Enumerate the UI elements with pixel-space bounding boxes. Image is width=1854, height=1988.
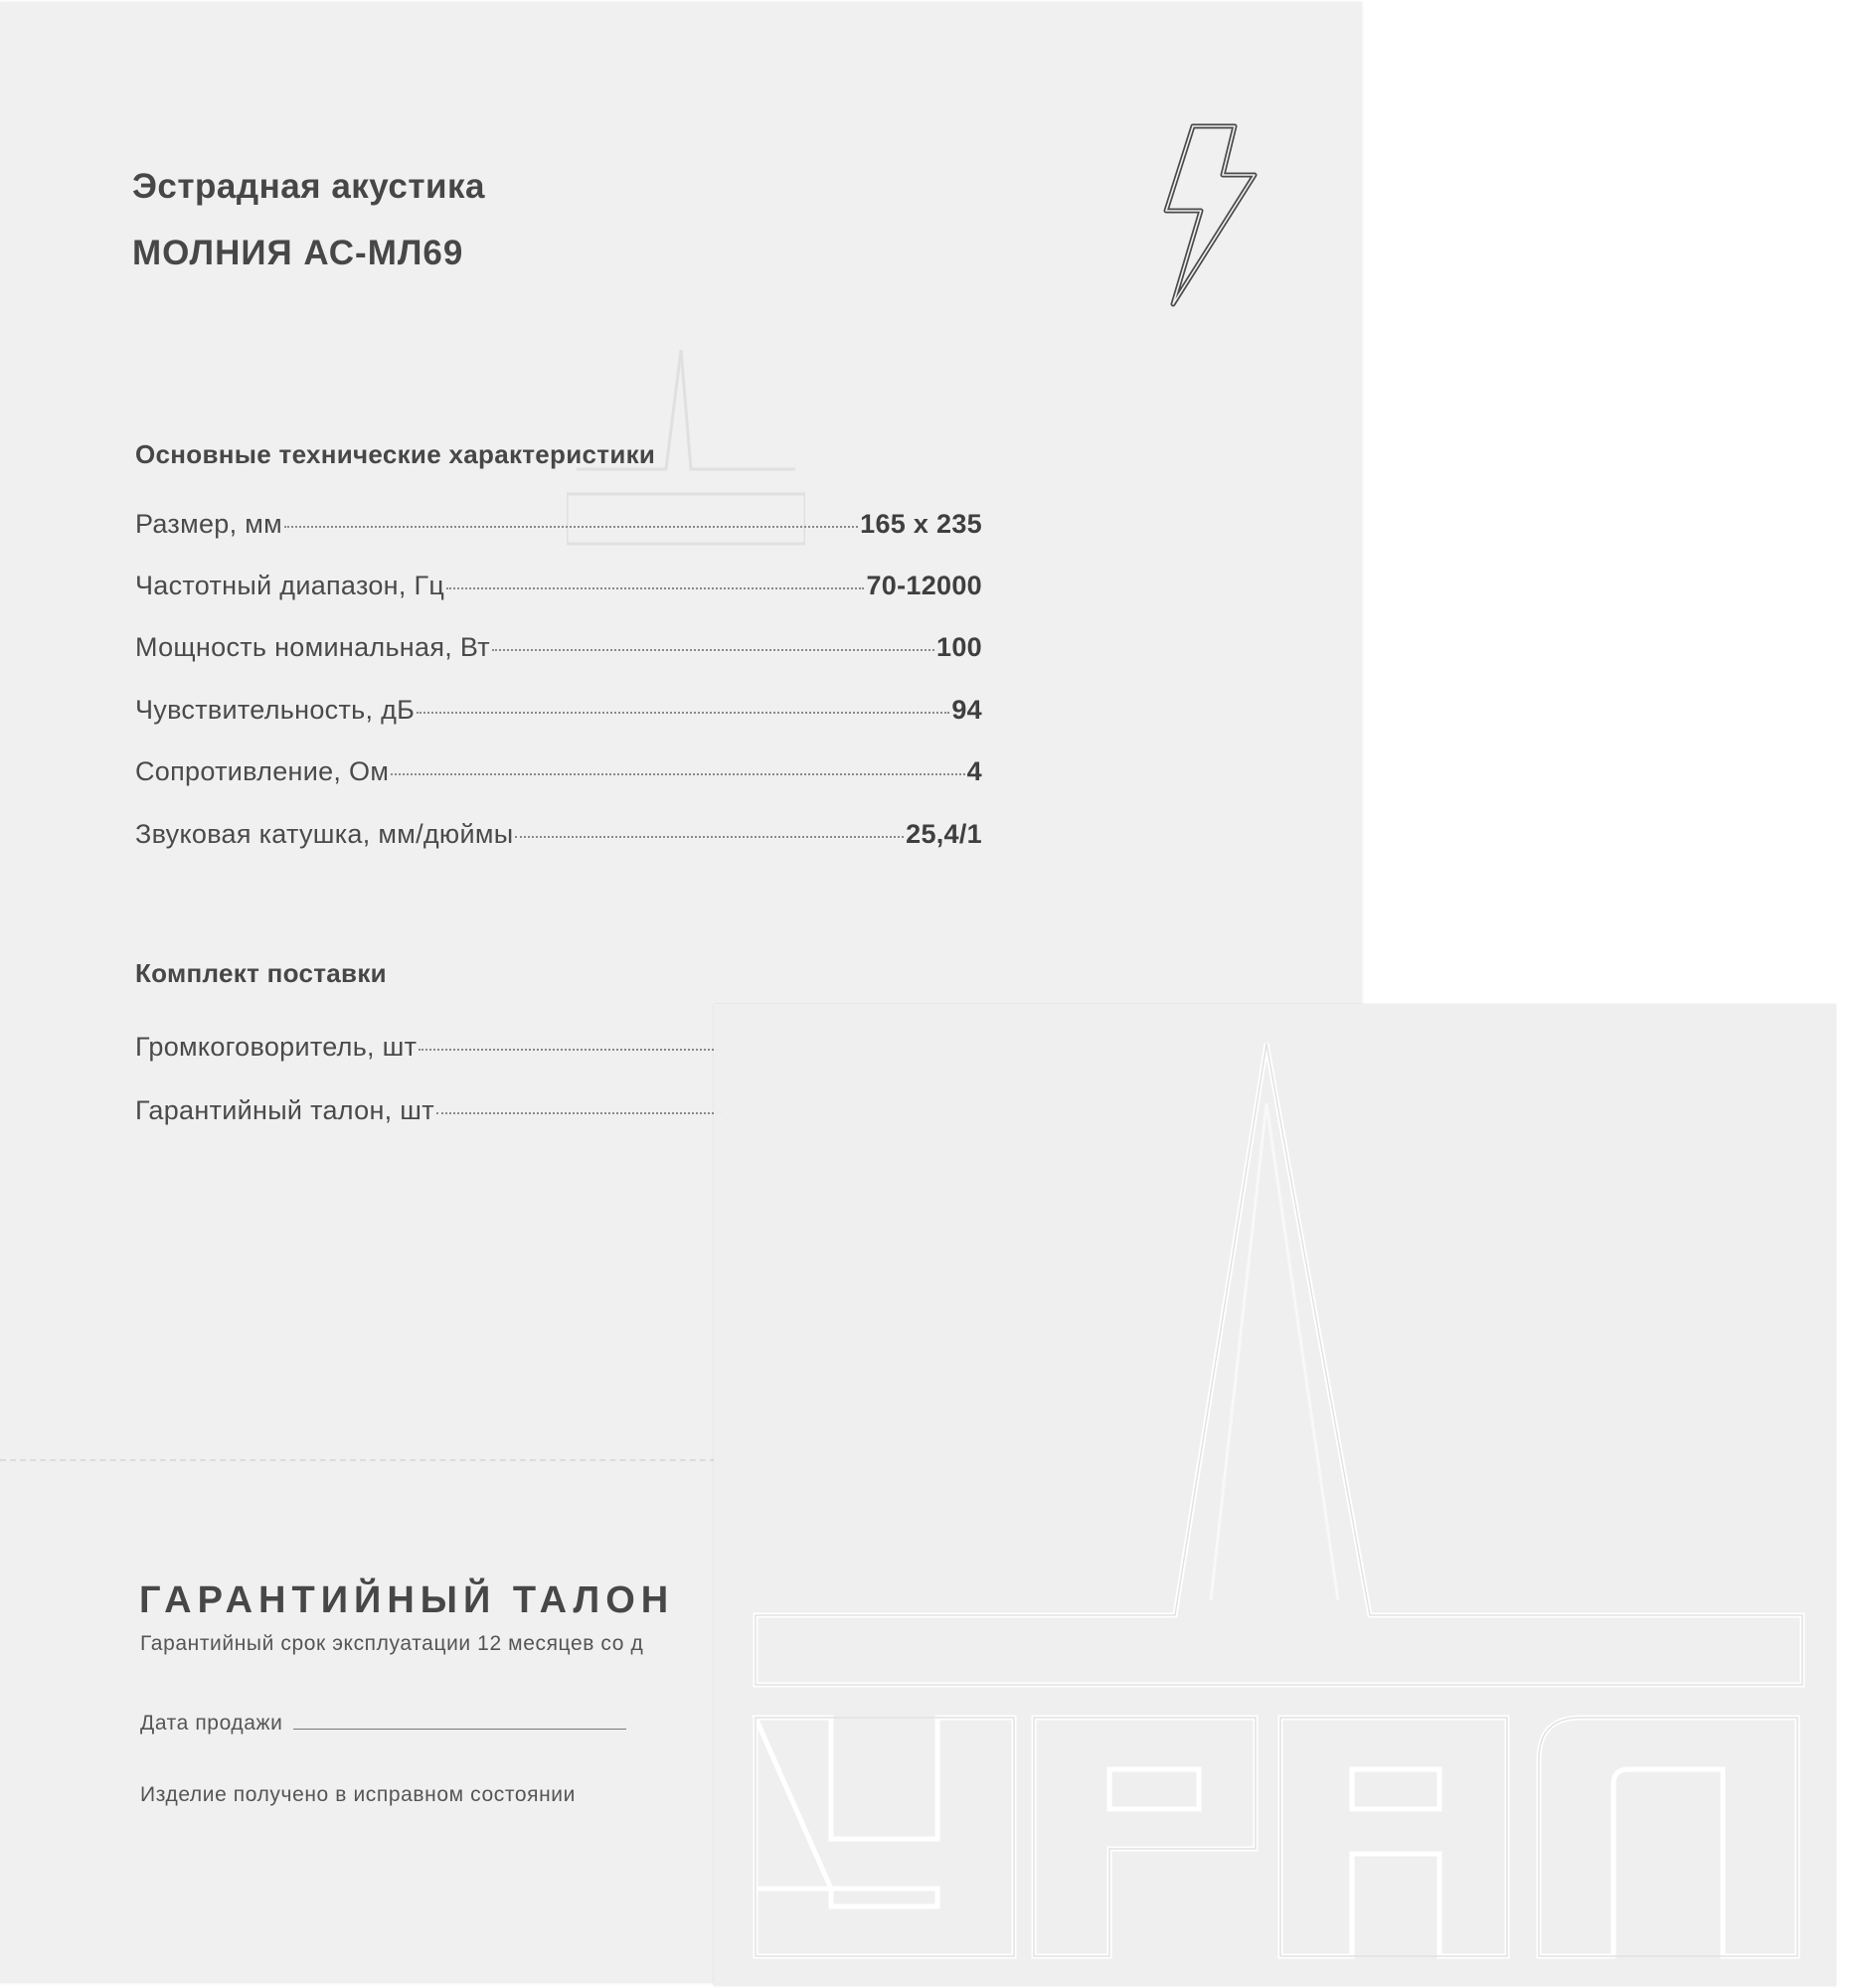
spec-row-voice-coil (135, 819, 982, 855)
spec-label: Мощность номинальная, Вт (135, 632, 490, 662)
spec-value: 165 x 235 (860, 509, 982, 539)
ural-logo-sticker (714, 1004, 1836, 1986)
kit-label: Громкоговоритель, шт (135, 1032, 418, 1062)
tear-line (0, 1459, 716, 1461)
product-category: Эстрадная акустика (132, 167, 486, 206)
leader-dots (515, 836, 904, 838)
leader-dots (446, 587, 864, 589)
spec-value: 70-12000 (866, 571, 982, 600)
spec-row-power (135, 632, 982, 668)
spec-value: 4 (966, 756, 982, 786)
spec-label: Звуковая катушка, мм/дюймы (135, 819, 514, 849)
spec-row-sensitivity (135, 695, 982, 731)
spec-row-size (135, 509, 982, 545)
spec-row-impedance (135, 756, 982, 792)
kit-title: Комплект поставки (135, 958, 387, 988)
sale-date-field (140, 1712, 626, 1736)
kit-row-warranty-card (135, 1095, 722, 1131)
leader-dots (492, 649, 934, 651)
spec-row-frequency (135, 571, 982, 606)
spec-label: Чувствительность, дБ (135, 695, 416, 725)
spec-value: 100 (936, 632, 982, 662)
spec-value: 25,4/1 (906, 819, 982, 849)
spec-value: 94 (951, 695, 982, 725)
product-model: МОЛНИЯ АС-МЛ69 (132, 234, 464, 272)
warranty-term: Гарантийный срок эксплуатации 12 месяцев со д (140, 1632, 644, 1655)
leader-dots (391, 773, 964, 775)
leader-dots (436, 1112, 722, 1114)
kit-label: Гарантийный талон, шт (135, 1095, 434, 1125)
received-statement: Изделие получено в исправном состоянии (140, 1783, 576, 1806)
sale-date-line (293, 1729, 626, 1730)
sale-date-label: Дата продажи (140, 1712, 283, 1735)
leader-dots (284, 526, 858, 528)
ural-logo-outline (714, 1004, 1836, 1986)
warranty-title: ГАРАНТИЙНЫЙ ТАЛОН (139, 1579, 675, 1621)
specs-title: Основные технические характеристики (135, 439, 656, 469)
leader-dots (419, 1049, 722, 1051)
lightning-bolt-icon (1163, 123, 1258, 307)
leader-dots (417, 712, 949, 714)
spec-label: Частотный диапазон, Гц (135, 571, 445, 600)
spec-label: Сопротивление, Ом (135, 756, 390, 786)
kit-row-speaker (135, 1032, 722, 1068)
spec-label: Размер, мм (135, 509, 282, 539)
